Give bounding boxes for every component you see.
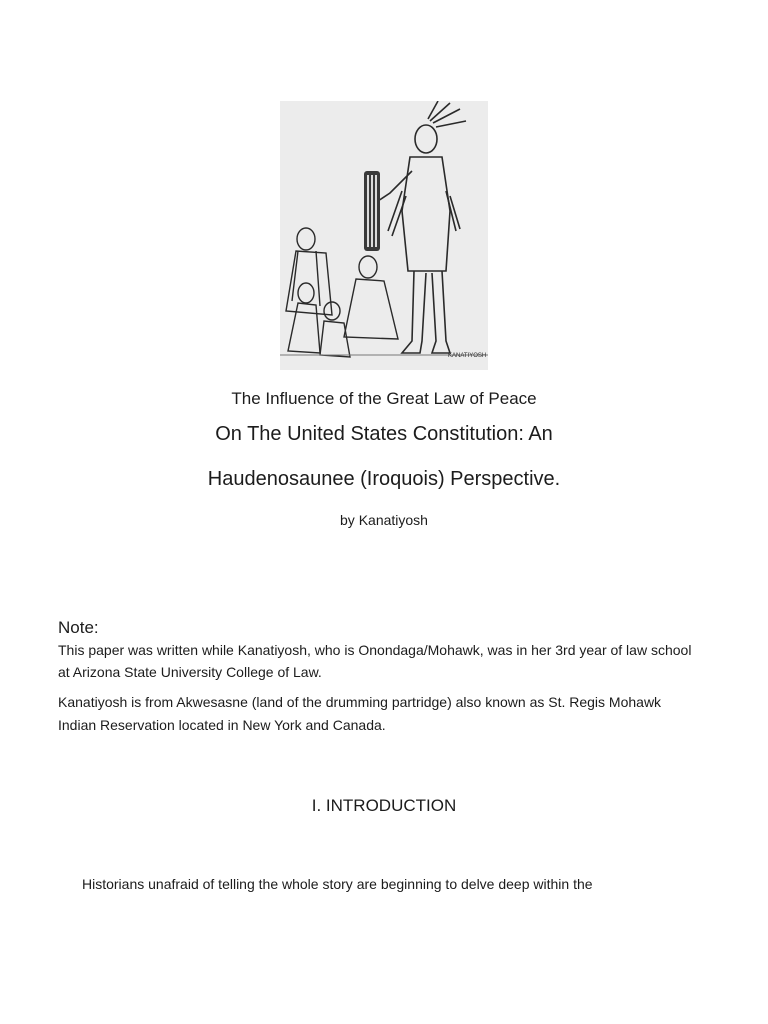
illustration-signature: KANATIYOSH — [448, 353, 487, 359]
introduction-first-line: Historians unafraid of telling the whole story are beginning to delve deep within the — [82, 876, 593, 892]
section-heading-introduction: I. INTRODUCTION — [311, 796, 457, 815]
note-paragraph-1: This paper was written while Kanatiyosh, who is Onondaga/Mohawk, was in her 3rd year of law school at Arizona State University College of Law. — [58, 642, 692, 680]
iroquois-figures-illustration-icon — [280, 101, 488, 370]
note-heading: Note: — [58, 618, 99, 637]
document-subtitle: The Influence of the Great Law of Peace — [231, 389, 537, 408]
document-title-line-2: Haudenosaunee (Iroquois) Perspective. — [207, 468, 561, 490]
cover-illustration — [280, 101, 488, 370]
author-byline: by Kanatiyosh — [340, 512, 428, 528]
document-title-line-1: On The United States Constitution: An — [215, 423, 553, 445]
note-paragraph-2: Kanatiyosh is from Akwesasne (land of the drumming partridge) also known as St. Regis Mohawk Indian Reservation located in New York and Canada. — [58, 694, 662, 733]
